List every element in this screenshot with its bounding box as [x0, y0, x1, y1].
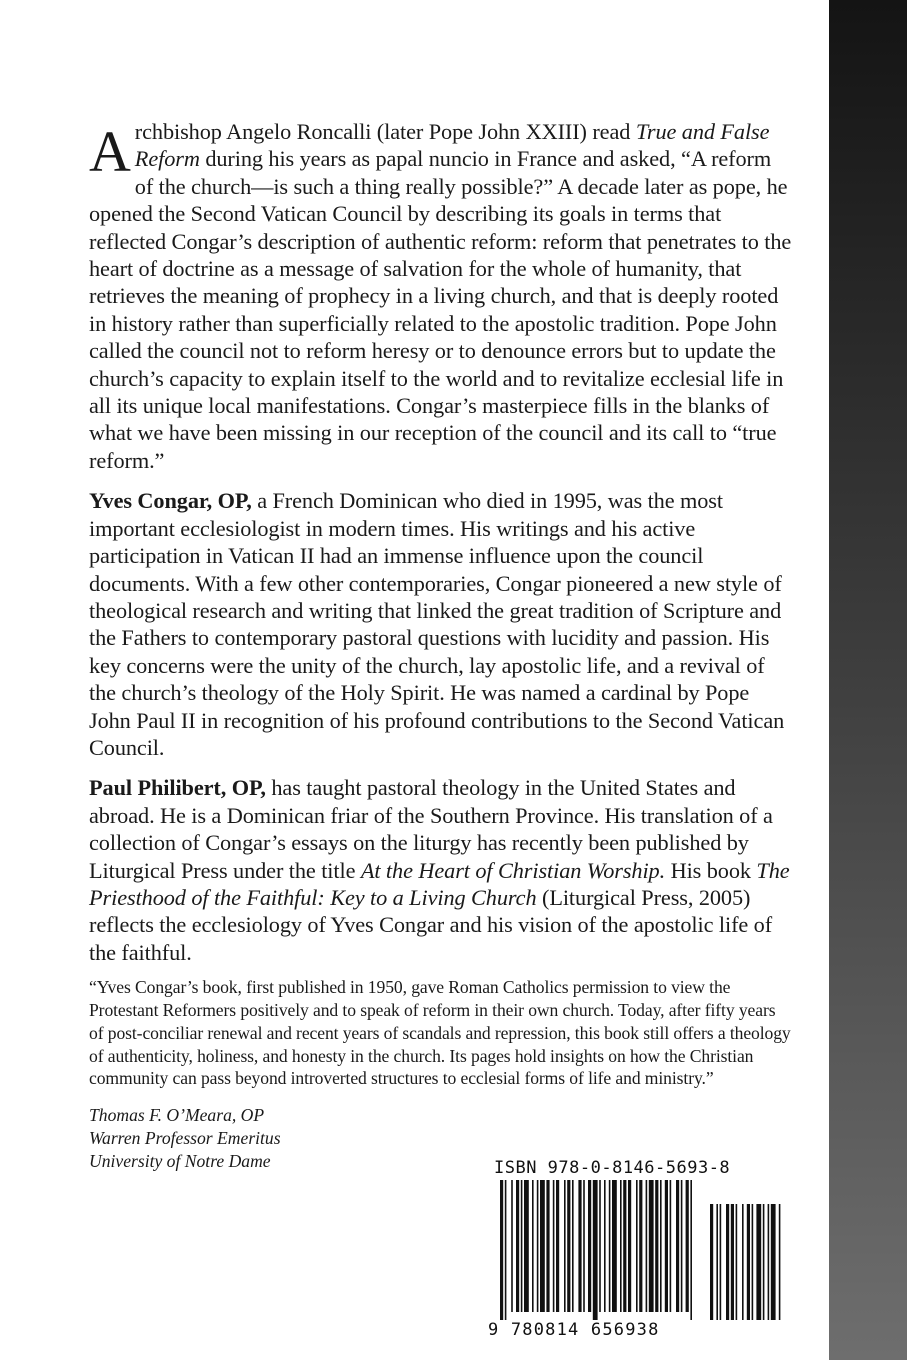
barcode-bar	[612, 1180, 617, 1312]
addon-bar	[756, 1204, 761, 1320]
endorsement-quote: “Yves Congar’s book, first published in 1950, gave Roman Catholics permission to view the Protestant Reformers positively and to speak of reform in their own church. Today, after fifty years of post-conciliar renewal and recent years of scandals and repression, this book still offers a theology of authenticity, holiness, and honesty in the church. Its pages hold insights on how the Christian community can pass beyond introverted structures to ecclesial forms of life and ministry.”	[89, 977, 791, 1089]
intro-paragraph	[89, 118, 794, 474]
isbn-label: ISBN 978-0-8146-5693-8	[494, 1158, 731, 1178]
barcode-bar	[620, 1180, 622, 1312]
barcode-bar	[690, 1180, 692, 1320]
barcode-bar	[588, 1180, 591, 1312]
barcode-bar	[676, 1180, 679, 1312]
endorser-institution: University of Notre Dame	[89, 1150, 271, 1171]
endorser-role: Warren Professor Emeritus	[89, 1127, 281, 1148]
barcode-bar	[628, 1180, 631, 1312]
addon-bar	[763, 1204, 765, 1320]
addon-bar	[752, 1204, 754, 1320]
barcode-bar	[593, 1180, 598, 1320]
addon-bar	[710, 1204, 713, 1320]
translator-work-title-1: At the Heart of Christian Worship.	[360, 857, 666, 883]
translator-bio-text-1: has taught pastoral theology in the United States and abroad. He is a Dominican friar of the Southern Province. His translation of a collection of Congar’s essays on the liturgy has recently been published by Liturgical Press under the title	[89, 775, 773, 883]
isbn-barcode	[486, 1158, 788, 1348]
barcode-bar	[511, 1180, 513, 1312]
barcode-bar	[655, 1180, 658, 1312]
author-bio-text: a French Dominican who died in 1995, was the most important ecclesiologist in modern times. His writings and his active participation in Vatican II had an immense influence upon the council documents. With a few other contemporaries, Congar pioneered a new style of theological research and writing that linked the great tradition of Scripture and the Fathers to contemporary pastoral questions with lucidity and passion. His key concerns were the unity of the church, lay apostolic life, and a revival of the church’s theology of the Holy Spirit. He was named a cardinal by Pope John Paul II in recognition of his profound contributions to the Second Vatican Council.	[89, 488, 785, 760]
addon-bar	[716, 1204, 718, 1320]
barcode-bar	[649, 1180, 654, 1312]
barcode-bar	[583, 1180, 585, 1312]
barcode-bar	[537, 1180, 539, 1312]
barcode-bar	[578, 1180, 581, 1312]
barcode-bar	[516, 1180, 519, 1312]
addon-bar	[771, 1204, 776, 1320]
barcode-bar	[546, 1180, 549, 1312]
addon-bar	[779, 1204, 781, 1320]
barcode-bar	[609, 1180, 611, 1312]
barcode-bar	[524, 1180, 529, 1312]
barcode-bar	[670, 1180, 672, 1312]
translator-bio	[89, 774, 794, 966]
addon-bar	[731, 1204, 734, 1320]
barcode-bar	[660, 1180, 662, 1312]
addon-bar	[747, 1204, 750, 1320]
barcode-bar	[646, 1180, 648, 1312]
addon-bar	[768, 1204, 770, 1320]
barcode-bar	[500, 1180, 503, 1320]
author-bio	[89, 487, 794, 761]
addon-bar	[720, 1204, 722, 1320]
addon-bar	[736, 1204, 738, 1320]
translator-name: Paul Philibert, OP,	[89, 775, 266, 801]
barcode-bar	[639, 1180, 642, 1312]
barcode-bar	[521, 1180, 523, 1312]
drop-cap: A	[89, 119, 131, 184]
barcode-bar	[665, 1180, 668, 1312]
book-title: True and False Reform	[134, 119, 770, 172]
barcode-bar	[681, 1180, 683, 1312]
barcode-bar	[636, 1180, 638, 1312]
intro-text-2: during his years as papal nuncio in France and asked, “A reform of the church—is such a thing really possible?” A decade later as pope, he opened the Second Vatican Council by describing its goals in terms that reflected Congar’s description of authentic reform: reform that penetrates to the heart of doctrine as a message of salvation for the whole of humanity, that retrieves the meaning of prophecy in a living church, and that is deeply rooted in history rather than superficially related to the apostolic tradition. Pope John called the council not to reform heresy or to denounce errors but to update the church’s capacity to explain itself to the world and to revitalize ecclesial life in all its unique local manifestations. Congar’s masterpiece fills in the blanks of what we have been missing in our reception of the council and its call to “true reform.”	[89, 146, 792, 473]
barcode-bars	[486, 1180, 788, 1320]
barcode-bar	[686, 1180, 689, 1312]
addon-bar	[742, 1204, 744, 1320]
ean-digits: 9 780814 656938	[488, 1320, 660, 1340]
barcode-bar	[567, 1180, 570, 1312]
barcode-bar	[572, 1180, 574, 1312]
endorser-name: Thomas F. O’Meara, OP	[89, 1105, 265, 1126]
barcode-bar	[505, 1180, 507, 1320]
barcode-bar	[540, 1180, 545, 1312]
barcode-bar	[623, 1180, 626, 1312]
author-name: Yves Congar, OP,	[89, 488, 252, 514]
barcode-bar	[599, 1180, 601, 1312]
barcode-bar	[564, 1180, 566, 1312]
back-cover-text	[89, 118, 794, 1173]
translator-bio-text-3: (Liturgical Press, 2005) reflects the ecclesiology of Yves Congar and his vision of the apostolic life of the faithful.	[89, 884, 773, 965]
translator-bio-text-2: His book	[665, 857, 757, 883]
book-spine-edge	[829, 0, 907, 1360]
intro-text-1: rchbishop Angelo Roncalli (later Pope John XXIII) read	[134, 119, 636, 144]
addon-bar	[726, 1204, 729, 1320]
translator-work-title-2: The Priesthood of the Faithful: Key to a Living Church	[89, 857, 790, 910]
barcode-bar	[553, 1180, 555, 1312]
barcode-bar	[532, 1180, 534, 1312]
barcode-bar	[604, 1180, 606, 1312]
barcode-bar	[556, 1180, 559, 1312]
